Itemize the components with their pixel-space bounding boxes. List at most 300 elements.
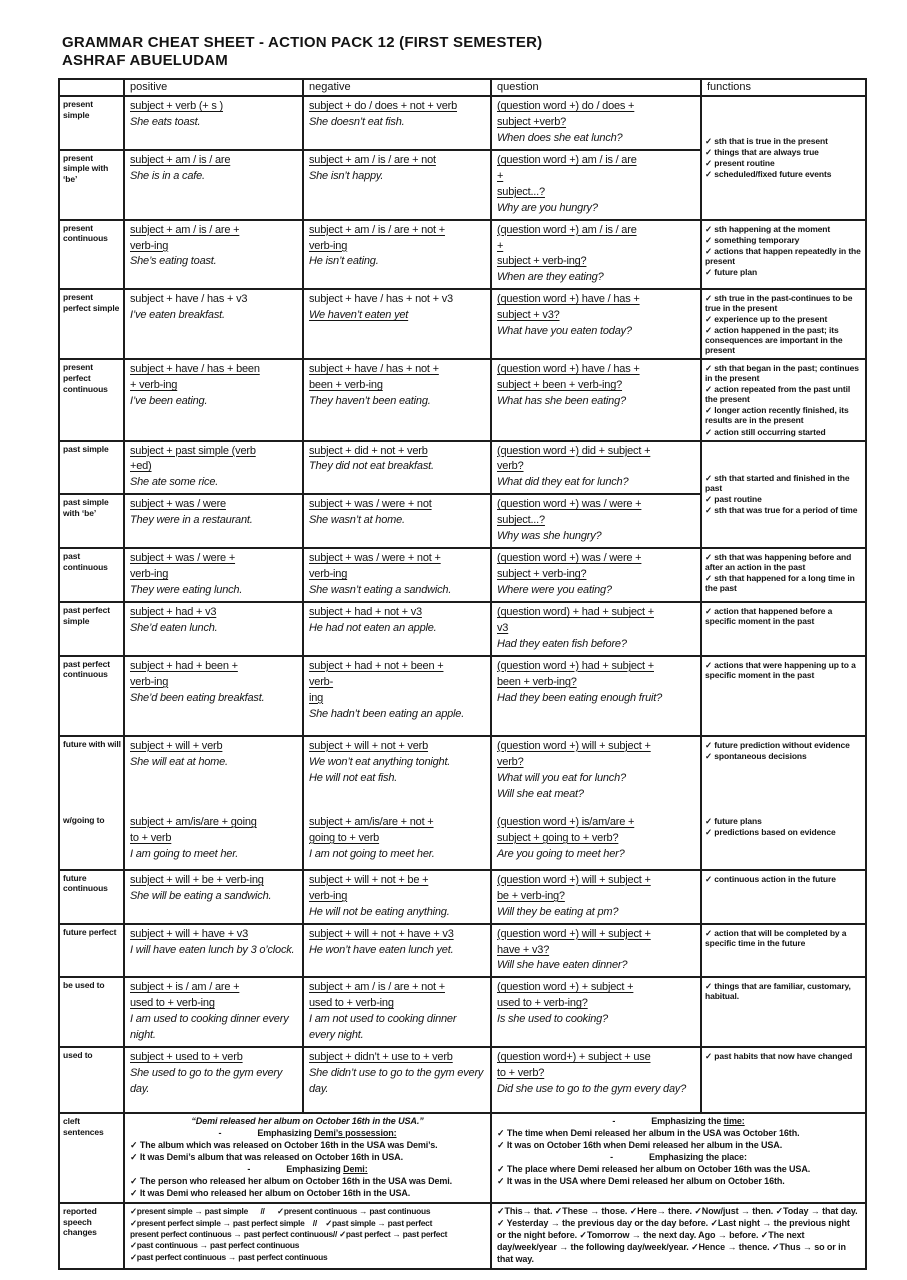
tense-label: future with will bbox=[59, 736, 124, 813]
example-line: I am not going to meet her. bbox=[309, 847, 435, 860]
formula-line: + verb-ing bbox=[130, 379, 178, 392]
function-item: ✓ sth that was happening before and after an action in the past bbox=[705, 552, 852, 573]
tense-label: cleft sentences bbox=[59, 1113, 124, 1203]
example-line: What has she been eating? bbox=[497, 395, 626, 408]
negative-cell bbox=[303, 96, 491, 150]
emphasis-pre: Emphasizing bbox=[286, 1164, 344, 1175]
header-row bbox=[59, 79, 866, 96]
formula-line: subject + v3? bbox=[497, 309, 560, 322]
wide-right-cell bbox=[491, 1203, 866, 1269]
example-line: She doesn’t eat fish. bbox=[309, 115, 405, 128]
tense-label: reported speech changes bbox=[59, 1203, 124, 1269]
functions-cell bbox=[701, 96, 866, 220]
tense-label: be used to bbox=[59, 977, 124, 1047]
positive-cell bbox=[124, 441, 303, 495]
function-item: ✓ sth that began in the past; continues in the present bbox=[705, 363, 859, 384]
example-line: Will they be eating at pm? bbox=[497, 905, 619, 918]
positive-cell bbox=[124, 220, 303, 290]
formula-line: (question word) + had + subject + bbox=[497, 605, 654, 618]
formula-line: verb? bbox=[497, 460, 524, 473]
tense-label: future continuous bbox=[59, 870, 124, 924]
negative-cell bbox=[303, 548, 491, 602]
tense-label: past simple bbox=[59, 441, 124, 495]
question-cell bbox=[491, 870, 701, 924]
check-line: ✓ It was Demi who released her album on October 16th in the USA. bbox=[130, 1188, 411, 1199]
formula-line: subject + will + have + v3 bbox=[130, 927, 249, 940]
functions-cell bbox=[701, 977, 866, 1047]
formula-line: verb? bbox=[497, 755, 524, 768]
example-line: She hadn’t been eating an apple. bbox=[309, 707, 465, 720]
example-line: She’s eating toast. bbox=[130, 255, 217, 268]
formula-line: subject + will + be + verb-ing bbox=[130, 873, 264, 886]
formula-line: verb- bbox=[309, 675, 334, 688]
para-line: ✓This→ that. ✓These → those. ✓Here→ there. ✓Now/just → then. ✓Today → that day. ✓ Yesterday → the previous day or the day before. ✓Last night → the previous night or the night before. ✓Tomorrow → the next day. Ago → before. ✓The next day/week/year → the following day/week/year. ✓Hence → thence. ✓Thus → so or in that way. bbox=[497, 1206, 858, 1265]
formula-line: subject + verb-ing? bbox=[497, 568, 587, 581]
table-row bbox=[59, 96, 866, 150]
wide-left-cell bbox=[124, 1113, 491, 1203]
example-line: I will have eaten lunch by 3 o’clock. bbox=[130, 943, 295, 956]
example-line: He isn’t eating. bbox=[309, 255, 379, 268]
negative-cell bbox=[303, 977, 491, 1047]
formula-line: (question word +) + subject + bbox=[497, 981, 634, 994]
formula-line: (question word +) was / were + bbox=[497, 498, 642, 511]
formula-line: subject +verb? bbox=[497, 115, 567, 128]
example-line: Where were you eating? bbox=[497, 584, 612, 597]
formula-line: verb-ing bbox=[130, 675, 169, 688]
negative-cell bbox=[303, 1047, 491, 1113]
negative-cell bbox=[303, 220, 491, 290]
example-line: Is she used to cooking? bbox=[497, 1013, 608, 1026]
example-line: Will she have eaten dinner? bbox=[497, 959, 628, 972]
question-cell bbox=[491, 813, 701, 870]
formula-line: subject + used to + verb bbox=[130, 1051, 243, 1064]
function-item: ✓ sth happening at the moment bbox=[705, 223, 831, 234]
formula-line: subject + will + verb bbox=[130, 739, 223, 752]
example-line: What will you eat for lunch? bbox=[497, 771, 626, 784]
emphasis-text bbox=[257, 1128, 396, 1140]
formula-line: + bbox=[497, 239, 504, 252]
functions-cell bbox=[701, 813, 866, 870]
question-cell bbox=[491, 977, 701, 1047]
emphasis-pre: Emphasizing the bbox=[651, 1116, 724, 1127]
table-row bbox=[59, 441, 866, 495]
formula-line: used to + verb-ing? bbox=[497, 997, 588, 1010]
table-row bbox=[59, 1113, 866, 1203]
question-cell bbox=[491, 220, 701, 290]
tense-label: past continuous bbox=[59, 548, 124, 602]
table-row bbox=[59, 656, 866, 736]
example-line: Did she use to go to the gym every day? bbox=[497, 1083, 687, 1096]
formula-line: verb-ing bbox=[309, 568, 348, 581]
function-item: ✓ sth that happened for a long time in the past bbox=[705, 573, 855, 594]
table-row bbox=[59, 548, 866, 602]
example-line: Will she eat meat? bbox=[497, 787, 584, 800]
plain-line: ✓present perfect simple → past perfect simple // ✓past simple → past perfect bbox=[130, 1217, 433, 1228]
positive-cell bbox=[124, 359, 303, 440]
emphasis-text bbox=[649, 1152, 747, 1164]
function-item: ✓ predictions based on evidence bbox=[705, 826, 836, 837]
example-line: Why was she hungry? bbox=[497, 530, 602, 543]
formula-line: subject + didn’t + use to + verb bbox=[309, 1051, 453, 1064]
example-line: I’ve been eating. bbox=[130, 395, 208, 408]
check-line: ✓ The person who released her album on October 16th in the USA was Demi. bbox=[130, 1176, 453, 1187]
example-line: She isn’t happy. bbox=[309, 169, 384, 182]
formula-line: (question word +) do / does + bbox=[497, 100, 635, 112]
function-item: ✓ actions that happen repeatedly in the present bbox=[705, 245, 861, 266]
table-row bbox=[59, 924, 866, 978]
tense-label: future perfect bbox=[59, 924, 124, 978]
example-line: When does she eat lunch? bbox=[497, 131, 623, 144]
tense-label: present perfect simple bbox=[59, 289, 124, 359]
question-cell bbox=[491, 602, 701, 656]
positive-cell bbox=[124, 494, 303, 548]
function-item: ✓ present routine bbox=[705, 158, 775, 169]
formula-line: subject + am / is / are + not + bbox=[309, 223, 445, 236]
negative-cell bbox=[303, 359, 491, 440]
example-line: She will eat at home. bbox=[130, 755, 228, 768]
function-item: ✓ action happened in the past; its consequences are important in the present bbox=[705, 325, 843, 356]
positive-cell bbox=[124, 96, 303, 150]
column-header-negative: negative bbox=[303, 79, 491, 96]
formula-line: subject + will + not + be + bbox=[309, 873, 429, 886]
function-item: ✓ things that are familiar, customary, habitual. bbox=[705, 981, 851, 1002]
negative-cell bbox=[303, 602, 491, 656]
formula-line: used to + verb-ing bbox=[130, 997, 215, 1010]
grammar-table bbox=[58, 78, 867, 1270]
question-cell bbox=[491, 359, 701, 440]
formula-line: (question word +) is/am/are + bbox=[497, 815, 635, 828]
formula-line: subject + going to + verb? bbox=[497, 831, 619, 844]
formula-line: subject + past simple (verb bbox=[130, 444, 256, 457]
positive-cell bbox=[124, 870, 303, 924]
positive-cell bbox=[124, 1047, 303, 1113]
formula-line: verb-ing bbox=[130, 239, 169, 252]
function-item: ✓ things that are always true bbox=[705, 147, 819, 158]
positive-cell bbox=[124, 602, 303, 656]
dash: - bbox=[612, 1116, 616, 1127]
check-line: ✓ It was Demi’s album that was released on October 16th in USA. bbox=[130, 1152, 403, 1163]
formula-line: subject + was / were + not bbox=[309, 498, 432, 511]
emphasis-text bbox=[651, 1116, 744, 1128]
example-line: He will not eat fish. bbox=[309, 771, 398, 784]
example-line: She didn’t use to go to the gym every day. bbox=[309, 1067, 484, 1096]
example-line: They did not eat breakfast. bbox=[309, 460, 434, 473]
quote-line: “Demi released her album on October 16th in the USA.” bbox=[191, 1116, 424, 1127]
column-header-functions: functions bbox=[701, 79, 866, 96]
positive-cell bbox=[124, 289, 303, 359]
positive-cell bbox=[124, 150, 303, 220]
formula-line: (question word +) will + subject + bbox=[497, 873, 651, 886]
tense-label: past perfect continuous bbox=[59, 656, 124, 736]
formula-line: subject + had + not + v3 bbox=[309, 605, 422, 618]
formula-line: subject + have / has + been bbox=[130, 363, 260, 376]
functions-cell bbox=[701, 441, 866, 549]
example-line: We haven’t eaten yet bbox=[309, 309, 409, 322]
table-row bbox=[59, 289, 866, 359]
table-row bbox=[59, 813, 866, 870]
formula-line: (question word +) did + subject + bbox=[497, 444, 651, 457]
table-row bbox=[59, 977, 866, 1047]
plain-line: present perfect continuous → past perfect continuous// ✓past perfect → past perfect bbox=[130, 1228, 448, 1239]
formula-line: subject + is / am / are + bbox=[130, 981, 240, 994]
formula-line: subject + verb-ing? bbox=[497, 255, 587, 268]
formula-line: verb-ing bbox=[130, 568, 169, 581]
emphasis-line bbox=[130, 1128, 485, 1140]
example-line: I am used to cooking dinner every night. bbox=[130, 1013, 289, 1042]
function-item: ✓ past routine bbox=[705, 494, 762, 505]
formula-line: subject + was / were bbox=[130, 498, 226, 511]
example-line: He will not be eating anything. bbox=[309, 905, 450, 918]
example-line: I am going to meet her. bbox=[130, 847, 239, 860]
example-line: I’ve eaten breakfast. bbox=[130, 309, 225, 322]
negative-cell bbox=[303, 289, 491, 359]
table-row bbox=[59, 1203, 866, 1269]
formula-line: used to + verb-ing bbox=[309, 997, 394, 1010]
negative-cell bbox=[303, 656, 491, 736]
formula-line: (question word +) will + subject + bbox=[497, 927, 651, 940]
table-row bbox=[59, 870, 866, 924]
functions-cell bbox=[701, 548, 866, 602]
function-item: ✓ action that will be completed by a specific time in the future bbox=[705, 927, 847, 948]
table-row bbox=[59, 359, 866, 440]
tense-label: w/going to bbox=[59, 813, 124, 870]
question-cell bbox=[491, 548, 701, 602]
example-line: We won’t eat anything tonight. bbox=[309, 755, 451, 768]
negative-cell bbox=[303, 870, 491, 924]
negative-cell bbox=[303, 736, 491, 813]
formula-line: subject...? bbox=[497, 185, 545, 198]
function-item: ✓ sth that was true for a period of time bbox=[705, 505, 858, 516]
function-item: ✓ longer action recently finished, its results are in the present bbox=[705, 405, 849, 426]
functions-cell bbox=[701, 924, 866, 978]
question-cell bbox=[491, 150, 701, 220]
formula-line: (question word +) have / has + bbox=[497, 363, 640, 376]
tense-label: past simple with ‘be’ bbox=[59, 494, 124, 548]
formula-line: subject + had + not + been + bbox=[309, 659, 444, 672]
tense-label: present simple bbox=[59, 96, 124, 150]
example-line: They haven’t been eating. bbox=[309, 395, 431, 408]
formula-line: (question word+) + subject + use bbox=[497, 1051, 651, 1064]
example-line: Had they been eating enough fruit? bbox=[497, 691, 663, 704]
formula-line: subject + was / were + bbox=[130, 552, 236, 565]
formula-line: verb-ing bbox=[309, 239, 348, 252]
formula-line: subject + have / has + v3 bbox=[130, 293, 248, 306]
plain-line: ✓present simple → past simple // ✓present continuous → past continuous bbox=[130, 1206, 431, 1217]
example-line: What did they eat for lunch? bbox=[497, 476, 629, 489]
function-item: ✓ future prediction without evidence bbox=[705, 739, 850, 750]
formula-line: (question word +) am / is / are bbox=[497, 223, 637, 236]
table-row bbox=[59, 220, 866, 290]
functions-cell bbox=[701, 870, 866, 924]
example-line: She ate some rice. bbox=[130, 476, 219, 489]
emphasis-underlined: Demi’s possession: bbox=[314, 1128, 397, 1139]
formula-line: v3 bbox=[497, 621, 509, 634]
formula-line: be + verb-ing? bbox=[497, 889, 565, 902]
example-line: They were in a restaurant. bbox=[130, 514, 253, 527]
example-line: She used to go to the gym every day. bbox=[130, 1067, 283, 1096]
question-cell bbox=[491, 96, 701, 150]
check-line: ✓ It was on October 16th when Demi released her album in the USA. bbox=[497, 1140, 783, 1151]
example-line: She wasn’t eating a sandwich. bbox=[309, 584, 452, 597]
formula-line: (question word +) am / is / are bbox=[497, 153, 637, 166]
function-item: ✓ something temporary bbox=[705, 234, 800, 245]
function-item: ✓ sth that is true in the present bbox=[705, 136, 828, 147]
formula-line: subject + have / has + not + bbox=[309, 363, 439, 376]
check-line: ✓ It was in the USA where Demi released her album on October 16th. bbox=[497, 1176, 785, 1187]
table-row bbox=[59, 736, 866, 813]
emphasis-pre: Emphasizing the place: bbox=[649, 1152, 747, 1163]
positive-cell bbox=[124, 813, 303, 870]
emphasis-line bbox=[130, 1164, 485, 1176]
negative-cell bbox=[303, 150, 491, 220]
formula-line: to + verb? bbox=[497, 1067, 545, 1080]
formula-line: subject...? bbox=[497, 514, 545, 527]
example-line: What have you eaten today? bbox=[497, 325, 632, 338]
example-line: When are they eating? bbox=[497, 271, 604, 284]
function-item: ✓ past habits that now have changed bbox=[705, 1051, 853, 1062]
formula-line: subject + am / is / are + not bbox=[309, 153, 436, 166]
question-cell bbox=[491, 656, 701, 736]
tense-label: used to bbox=[59, 1047, 124, 1113]
question-cell bbox=[491, 494, 701, 548]
formula-line: been + verb-ing? bbox=[497, 675, 577, 688]
example-line: He won’t have eaten lunch yet. bbox=[309, 943, 454, 956]
example-line: I am not used to cooking dinner every night. bbox=[309, 1013, 457, 1042]
formula-line: to + verb bbox=[130, 831, 172, 844]
formula-line: subject + am / is / are + not + bbox=[309, 981, 445, 994]
formula-line: (question word +) was / were + bbox=[497, 552, 642, 565]
dash: - bbox=[218, 1128, 222, 1139]
example-line: She will be eating a sandwich. bbox=[130, 889, 272, 902]
function-item: ✓ sth true in the past-continues to be true in the present bbox=[705, 293, 853, 314]
formula-line: (question word +) have / has + bbox=[497, 293, 640, 306]
functions-cell bbox=[701, 656, 866, 736]
function-item: ✓ spontaneous decisions bbox=[705, 750, 807, 761]
check-line: ✓ The time when Demi released her album in the USA was October 16th. bbox=[497, 1128, 800, 1139]
functions-cell bbox=[701, 359, 866, 440]
negative-cell bbox=[303, 494, 491, 548]
formula-line: subject + had + v3 bbox=[130, 605, 217, 618]
column-header-question: question bbox=[491, 79, 701, 96]
emphasis-underlined: Demi: bbox=[343, 1164, 368, 1175]
emphasis-line bbox=[497, 1152, 860, 1164]
negative-cell bbox=[303, 441, 491, 495]
example-line: Had they eaten fish before? bbox=[497, 637, 627, 650]
functions-cell bbox=[701, 602, 866, 656]
formula-line: subject + did + not + verb bbox=[309, 444, 428, 457]
formula-line: (question word +) will + subject + bbox=[497, 739, 651, 752]
example-line: They were eating lunch. bbox=[130, 584, 243, 597]
functions-cell bbox=[701, 220, 866, 290]
formula-line: subject + am/is/are + going bbox=[130, 815, 257, 828]
wide-left-cell bbox=[124, 1203, 491, 1269]
corner-cell bbox=[59, 79, 124, 96]
positive-cell bbox=[124, 924, 303, 978]
question-cell bbox=[491, 924, 701, 978]
check-line: ✓ The place where Demi released her album on October 16th was the USA. bbox=[497, 1164, 811, 1175]
example-line: She wasn’t at home. bbox=[309, 514, 405, 527]
question-cell bbox=[491, 289, 701, 359]
function-item: ✓ sth that started and finished in the past bbox=[705, 473, 850, 494]
formula-line: verb-ing bbox=[309, 889, 348, 902]
negative-cell bbox=[303, 924, 491, 978]
formula-line: subject + will + not + have + v3 bbox=[309, 927, 454, 940]
formula-line: ing bbox=[309, 691, 324, 704]
tense-label: past perfect simple bbox=[59, 602, 124, 656]
example-line: She eats toast. bbox=[130, 115, 201, 128]
formula-line: subject + am / is / are bbox=[130, 153, 231, 166]
formula-line: subject + been + verb-ing? bbox=[497, 379, 623, 392]
function-item: ✓ scheduled/fixed future events bbox=[705, 169, 832, 180]
formula-line: subject + verb (+ s ) bbox=[130, 100, 224, 112]
question-cell bbox=[491, 1047, 701, 1113]
function-item: ✓ future plan bbox=[705, 266, 758, 277]
emphasis-pre: Emphasizing bbox=[257, 1128, 315, 1139]
formula-line: subject + will + not + verb bbox=[309, 739, 429, 752]
formula-line: +ed) bbox=[130, 460, 152, 473]
formula-line: going to + verb bbox=[309, 831, 380, 844]
formula-line: + bbox=[497, 169, 504, 182]
formula-line: (question word +) had + subject + bbox=[497, 659, 654, 672]
example-line: He had not eaten an apple. bbox=[309, 621, 437, 634]
question-cell bbox=[491, 441, 701, 495]
wide-right-cell bbox=[491, 1113, 866, 1203]
dash: - bbox=[247, 1164, 251, 1175]
positive-cell bbox=[124, 736, 303, 813]
example-line: She’d been eating breakfast. bbox=[130, 691, 265, 704]
formula-line: subject + was / were + not + bbox=[309, 552, 441, 565]
formula-line: subject + have / has + not + v3 bbox=[309, 293, 453, 306]
check-line: ✓ The album which was released on October 16th in the USA was Demi’s. bbox=[130, 1140, 438, 1151]
table-row bbox=[59, 1047, 866, 1113]
function-item: ✓ actions that were happening up to a specific moment in the past bbox=[705, 659, 856, 680]
functions-cell bbox=[701, 289, 866, 359]
emphasis-text bbox=[286, 1164, 367, 1176]
example-line: She is in a cafe. bbox=[130, 169, 205, 182]
function-item: ✓ action that happened before a specific moment in the past bbox=[705, 605, 833, 626]
functions-cell bbox=[701, 736, 866, 813]
function-item: ✓ continuous action in the future bbox=[705, 873, 836, 884]
negative-cell bbox=[303, 813, 491, 870]
function-item: ✓ future plans bbox=[705, 815, 762, 826]
formula-line: subject + had + been + bbox=[130, 659, 238, 672]
tense-label: present simple with ‘be’ bbox=[59, 150, 124, 220]
formula-line: subject + do / does + not + verb bbox=[309, 100, 458, 112]
positive-cell bbox=[124, 977, 303, 1047]
dash: - bbox=[610, 1152, 614, 1163]
question-cell bbox=[491, 736, 701, 813]
formula-line: subject + am/is/are + not + bbox=[309, 815, 434, 828]
table-row bbox=[59, 602, 866, 656]
function-item: ✓ experience up to the present bbox=[705, 314, 828, 325]
formula-line: have + v3? bbox=[497, 943, 550, 956]
emphasis-line bbox=[497, 1116, 860, 1128]
example-line: She’d eaten lunch. bbox=[130, 621, 218, 634]
doc-author: ASHRAF ABUELUDAM bbox=[62, 52, 228, 69]
plain-line: ✓past perfect continuous → past perfect continuous bbox=[130, 1251, 328, 1262]
column-header-positive: positive bbox=[124, 79, 303, 96]
tense-label: present perfect continuous bbox=[59, 359, 124, 440]
functions-cell bbox=[701, 1047, 866, 1113]
plain-line: ✓past continuous → past perfect continuous bbox=[130, 1240, 300, 1251]
positive-cell bbox=[124, 548, 303, 602]
function-item: ✓ action still occurring started bbox=[705, 426, 826, 437]
formula-line: subject + am / is / are + bbox=[130, 223, 240, 236]
formula-line: been + verb-ing bbox=[309, 379, 383, 392]
example-line: Why are you hungry? bbox=[497, 201, 598, 214]
doc-title: GRAMMAR CHEAT SHEET - ACTION PACK 12 (FIRST SEMESTER) bbox=[62, 34, 543, 51]
tense-label: present continuous bbox=[59, 220, 124, 290]
